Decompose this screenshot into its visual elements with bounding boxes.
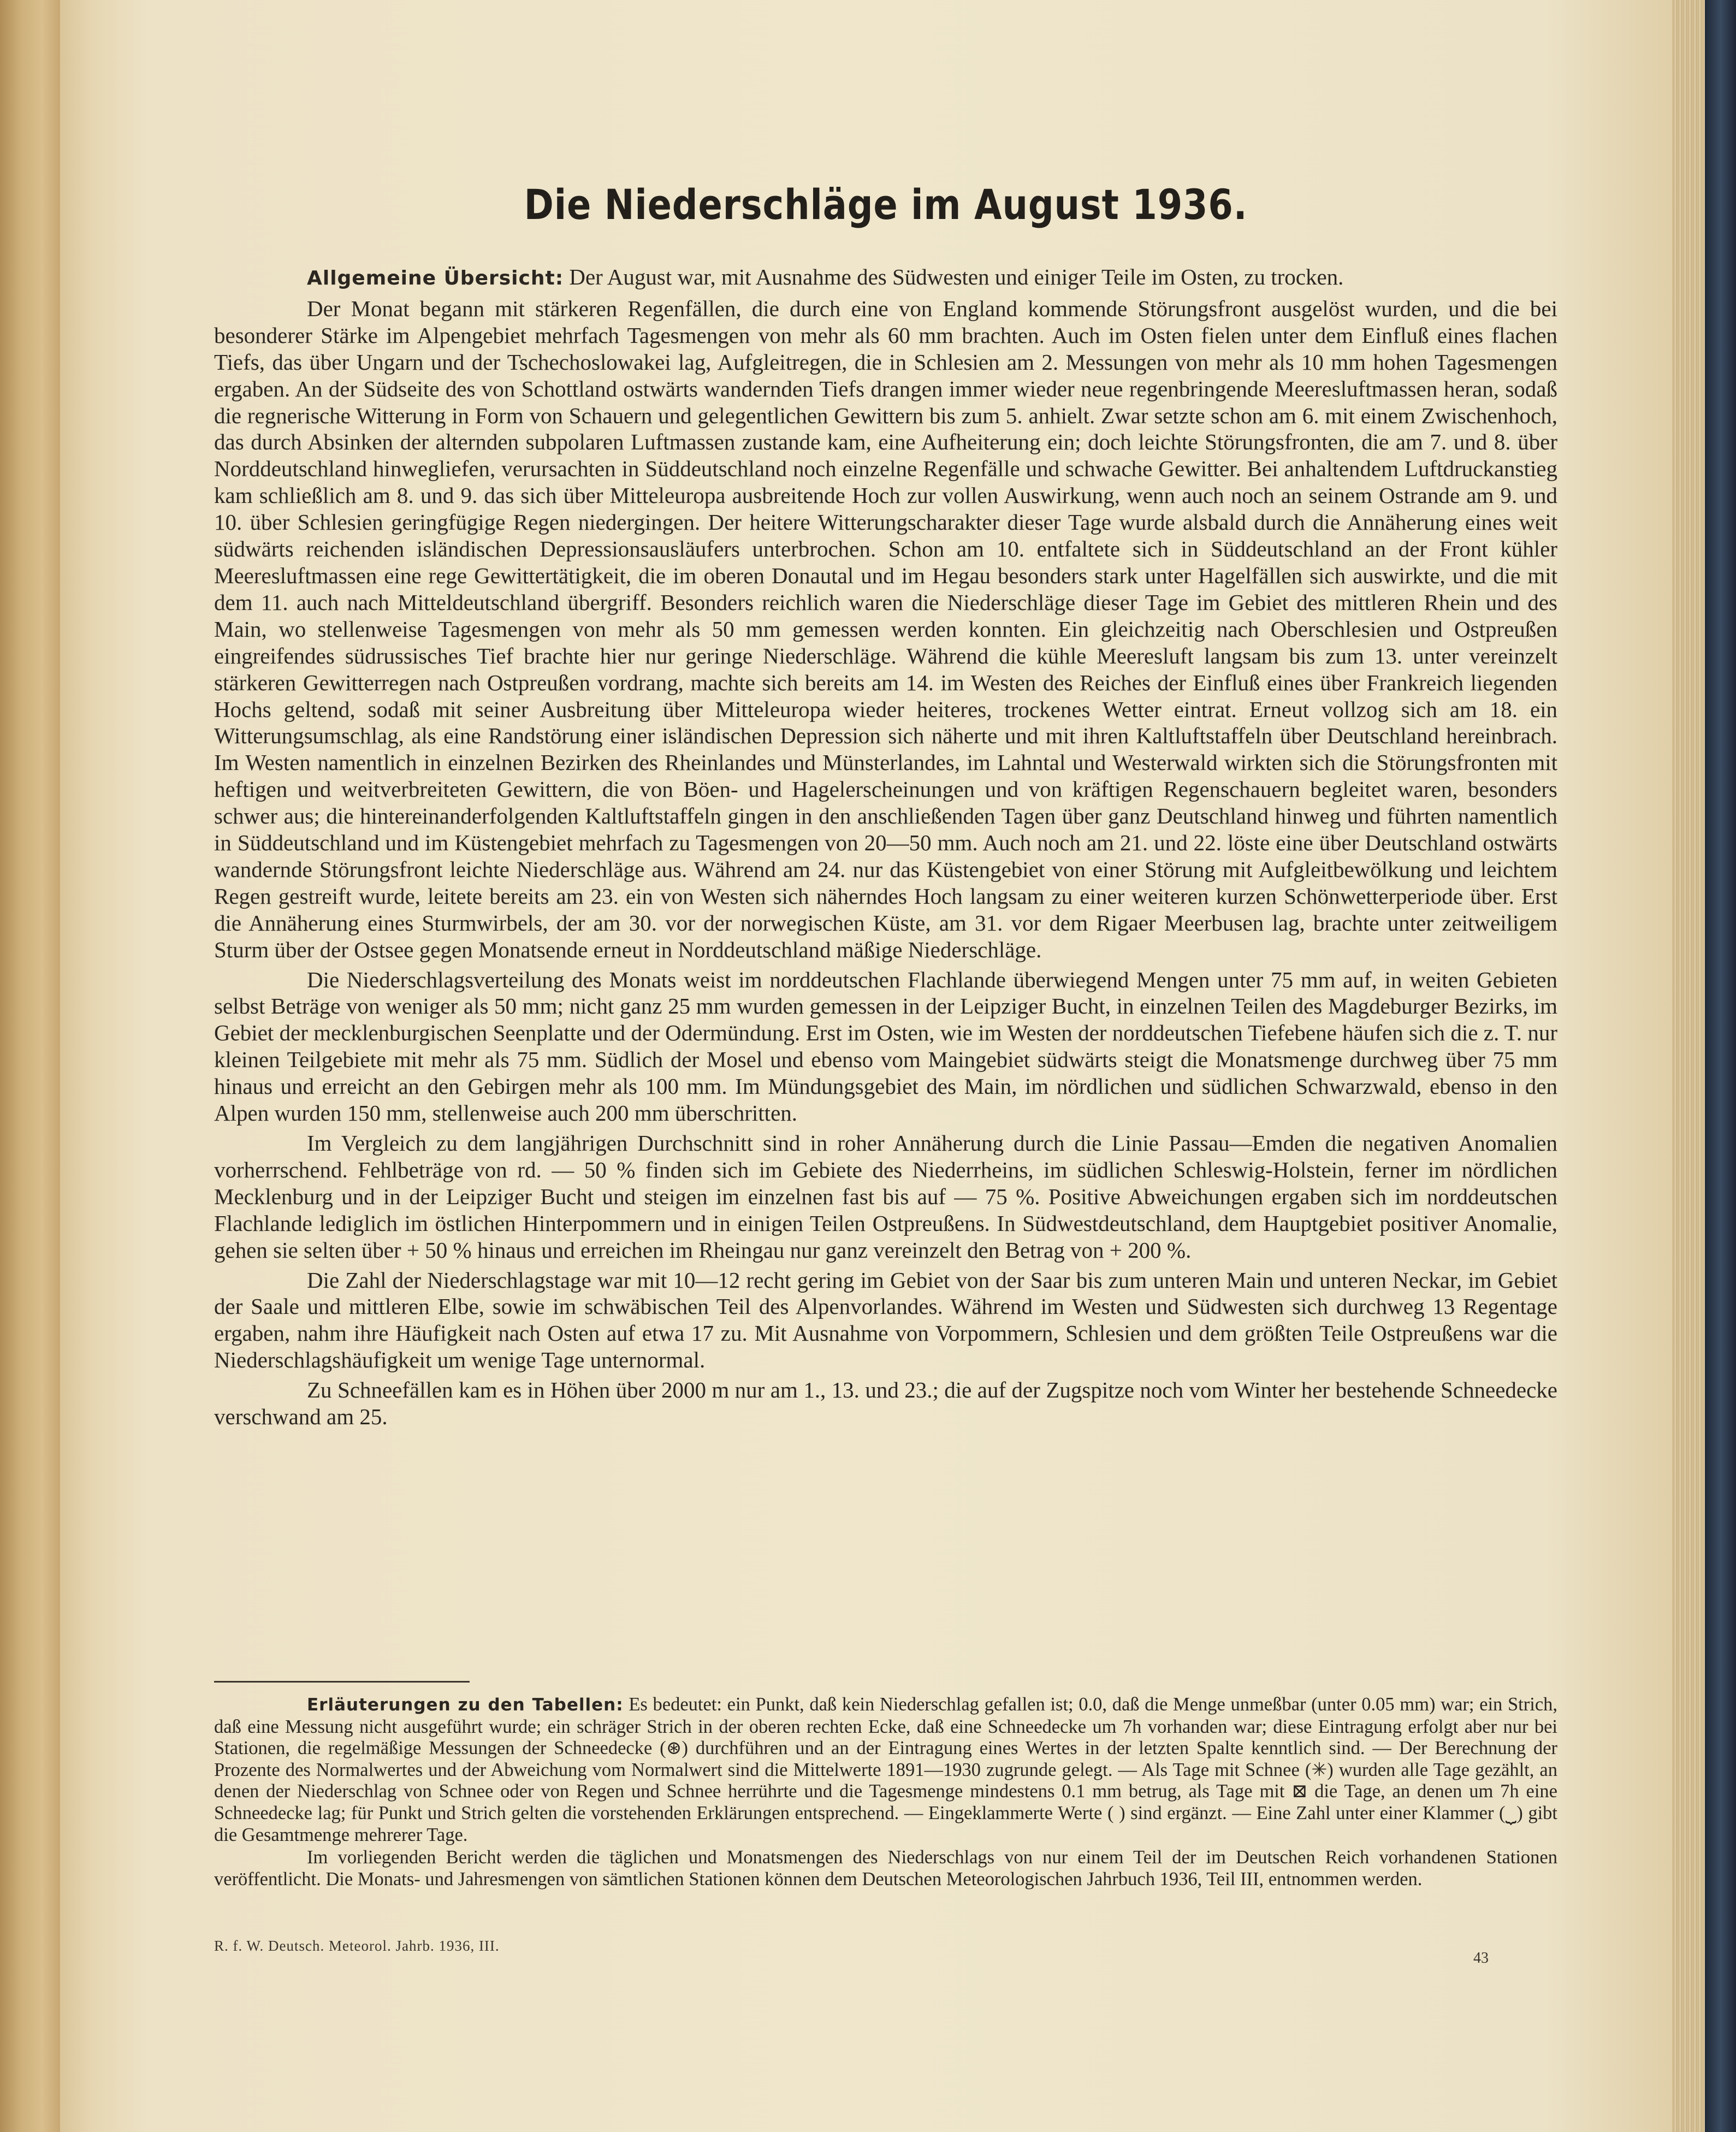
page-stack-edge (1672, 0, 1705, 2132)
paragraph-text: Im Vergleich zu dem langjährigen Durchschnitt sind in roher Annäherung durch die Linie Passau—Emden die negativen Anomalien vorherrschend. Fehlbeträge von rd. — 50 % finden sich im Gebiete des Niederrheins, im südlichen Schleswig-Holstein, ferner im nördlichen Mecklenburg und in der Leipziger Bucht und steigen im einzelnen fast bis auf — 75 %. Positive Abweichungen ergaben sich im norddeutschen Flachlande lediglich im östlichen Hinterpommern und in einigen Teilen Ostpreußens. In Südwestdeutschland, dem Hauptgebiet positiver Anomalie, gehen sie selten über + 50 % hinaus und erreichen im Rheingau nur ganz vereinzelt den Betrag von + 200 %. (214, 1130, 1557, 1263)
paragraph-text: Zu Schneefällen kam es in Höhen über 2000 m nur am 1., 13. und 23.; die auf der Zugspitze noch vom Winter her bestehende Schneedecke verschwand am 25. (214, 1377, 1557, 1430)
footnote-divider (214, 1681, 470, 1683)
footnotes (214, 1694, 1557, 1890)
paragraph-lead: Allgemeine Übersicht: (307, 267, 564, 289)
page-title: Die Niederschläge im August 1936. (524, 180, 1248, 229)
paragraph-text: Der Monat begann mit stärkeren Regenfällen, die durch eine von England kommende Störungsfront ausgelöst wurden, und die bei besonderer Stärke im Alpengebiet mehrfach Tagesmengen von mehr als 60 mm brachten. Auch im Osten fielen unter dem Einfluß eines flachen Tiefs, das über Ungarn und der Tschechoslowakei lag, Aufgleitregen, die in Schlesien am 2. Messungen von mehr als 10 mm hohen Tagesmengen ergaben. An der Südseite des von Schottland ostwärts wandernden Tiefs drangen immer wieder neue regenbringende Meeresluftmassen heran, sodaß die regnerische Witterung in Form von Schauern und gelegentlichen Gewittern bis zum 5. anhielt. Zwar setzte schon am 6. mit einem Zwischenhoch, das durch Absinken der alternden subpolaren Luftmassen zustande kam, eine Aufheiterung ein; doch leichte Störungsfronten, die am 7. und 8. über Norddeutschland hinwegliefen, verursachten in Süddeutschland noch einzelne Regenfälle und schwache Gewitter. Bei anhaltendem Luftdruckanstieg kam schließlich am 8. und 9. das sich über Mitteleuropa ausbreitende Hoch zur vollen Auswirkung, wenn auch noch an seinem Ostrande am 9. und 10. über Schlesien geringfügige Regen niedergingen. Der heitere Witterungscharakter dieser Tage wurde alsbald durch die Annäherung eines weit südwärts reichenden isländischen Depressionsausläufers unterbrochen. Schon am 10. entfaltete sich in Süddeutschland an der Front kühler Meeresluftmassen eine rege Gewittertätigkeit, die im oberen Donautal und im Hegau besonders stark unter Hagelfällen sich auswirkte, und die mit dem 11. auch nach Mitteldeutschland übergriff. Besonders reichlich waren die Niederschläge dieser Tage im Gebiet des mittleren Rhein und des Main, wo stellenweise Tagesmengen von mehr als 50 mm gemessen werden konnten. Ein gleichzeitig nach Oberschlesien und Ostpreußen eingreifendes südrussisches Tief brachte hier nur geringe Niederschläge. Während die kühle Meeresluft langsam bis zum 13. unter vereinzelt stärkeren Gewitterregen nach Ostpreußen vordrang, machte sich bereits am 14. im Westen des Reiches der Einfluß eines über Frankreich liegenden Hochs geltend, sodaß mit seiner Ausbreitung über Mitteleuropa wieder heiteres, trockenes Wetter eintrat. Erneut vollzog sich am 18. ein Witterungsumschlag, als eine Randstörung einer isländischen Depression sich näherte und mit ihren Kaltluftstaffeln über Deutschland hereinbrach. Im Westen namentlich in einzelnen Bezirken des Rheinlandes und Münsterlandes, im Lahntal und Westerwald wirkten sich die Störungsfronten mit heftigen und weitverbreiteten Gewittern, die von Böen- und Hagelerscheinungen und von kräftigen Regenschauern begleitet waren, besonders schwer aus; die hintereinanderfolgenden Kaltluftstaffeln gingen in den anschließenden Tagen über ganz Deutschland hinweg und führten namentlich in Süddeutschland und im Küstengebiet mehrfach zu Tagesmengen von 20—50 mm. Auch noch am 21. und 22. löste eine über Deutschland ostwärts wandernde Störungsfront leichte Niederschläge aus. Während am 24. nur das Küstengebiet von einer Störung mit Aufgleitbewölkung und leichtem Regen gestreift wurde, leitete bereits am 23. ein von Westen sich näherndes Hoch langsam zu einer weiteren kurzen Schönwetterperiode über. Erst die Annäherung eines Sturmwirbels, der am 30. vor der norwegischen Küste, am 31. vor dem Rigaer Meerbusen lag, brachte unter zeitweiligem Sturm über der Ostsee gegen Monatsende erneut in Norddeutschland mäßige Niederschläge. (214, 295, 1557, 962)
article-body (214, 180, 1557, 1430)
left-page-edge (0, 0, 60, 2132)
paragraph-weather-course (214, 295, 1557, 963)
footnote-lead: Erläuterungen zu den Tabellen: (307, 1695, 624, 1715)
footnote-text: Es bedeutet: ein Punkt, daß kein Niederschlag gefallen ist; 0.0, daß die Menge unmeßbar (unter 0.05 mm) war; ein Strich, daß eine Messung nicht ausgeführt wurde; ein schräger Strich in der oberen rechten Ecke, daß eine Schneedecke um 7h vorhanden war; diese Eintragung erfolgt aber nur bei Stationen, die regelmäßige Messungen der Schneedecke (⊛) durchführen und an der Eintragung eines Wertes in der letzten Spalte kenntlich sind. — Der Berechnung der Prozente des Normalwertes und der Abweichung vom Normalwert sind die Mittelwerte 1891—1930 zugrunde gelegt. — Als Tage mit Schnee (✳) wurden alle Tage gezählt, an denen der Niederschlag von Schnee oder von Regen und Schnee herrührte und die Tagesmenge mindestens 0.1 mm betrug, als Tage mit ⊠ die Tage, an denen um 7h eine Schneedecke lag; für Punkt und Strich gelten die vorstehenden Erklärungen entsprechend. — Eingeklammerte Werte ( ) sind ergänzt. — Eine Zahl unter einer Klammer (⏟) gibt die Gesamtmenge mehrerer Tage. (214, 1694, 1558, 1845)
book-cover-edge (1705, 0, 1736, 2132)
paragraph-text: Die Zahl der Niederschlagstage war mit 10—12 recht gering im Gebiet von der Saar bis zum unteren Main und unteren Neckar, im Gebiet der Saale und mittleren Elbe, sowie im schwäbischen Teil des Alpenvorlandes. Während im Westen und Südwesten sich durchweg 13 Regentage ergaben, nahm ihre Häufigkeit nach Osten auf etwa 17 zu. Mit Ausnahme von Vorpommern, Schlesien und dem größten Teile Ostpreußens war die Niederschlagshäufigkeit um wenige Tage unternormal. (214, 1267, 1557, 1373)
paragraph-text: Die Niederschlagsverteilung des Monats weist im norddeutschen Flachlande überwiegend Mengen unter 75 mm auf, in weiten Gebieten selbst Beträge von weniger als 50 mm; nicht ganz 25 mm wurden gemessen in der Leipziger Bucht, in einzelnen Teilen des Magdeburger Bezirks, im Gebiet der mecklenburgischen Seenplatte und der Odermündung. Erst im Osten, wie im Westen der norddeutschen Tiefebene häufen sich die z. T. nur kleinen Teilgebiete mit mehr als 75 mm. Südlich der Mosel und ebenso vom Maingebiet südwärts steigt die Monatsmenge durchweg über 75 mm hinaus und erreicht an den Gebirgen mehr als 100 mm. Im Mündungsgebiet des Main, im nördlichen und südlichen Schwarzwald, ebenso in den Alpen wurden 150 mm, stellenweise auch 200 mm überschritten. (214, 967, 1557, 1126)
paragraph-snow (214, 1377, 1557, 1430)
footnote-table-legend (214, 1694, 1557, 1846)
paragraph-overview (214, 264, 1557, 292)
paragraph-anomalies (214, 1130, 1557, 1264)
page-number: 43 (1473, 1950, 1489, 1967)
paragraph-rain-days (214, 1267, 1557, 1374)
paragraph-text: Der August war, mit Ausnahme des Südwesten und einiger Teile im Osten, zu trocken. (569, 264, 1344, 289)
source-reference: R. f. W. Deutsch. Meteorol. Jahrb. 1936, III. (214, 1938, 500, 1954)
footnote-text: Im vorliegenden Bericht werden die täglichen und Monatsmengen des Niederschlags von nur einem Teil der im Deutschen Reich vorhandenen Stationen veröffentlicht. Die Monats- und Jahresmengen von sämtlichen Stationen können dem Deutschen Meteorologischen Jahrbuch 1936, Teil III, entnommen werden. (214, 1847, 1557, 1890)
footnote-stations (214, 1847, 1557, 1890)
paragraph-distribution (214, 967, 1557, 1127)
